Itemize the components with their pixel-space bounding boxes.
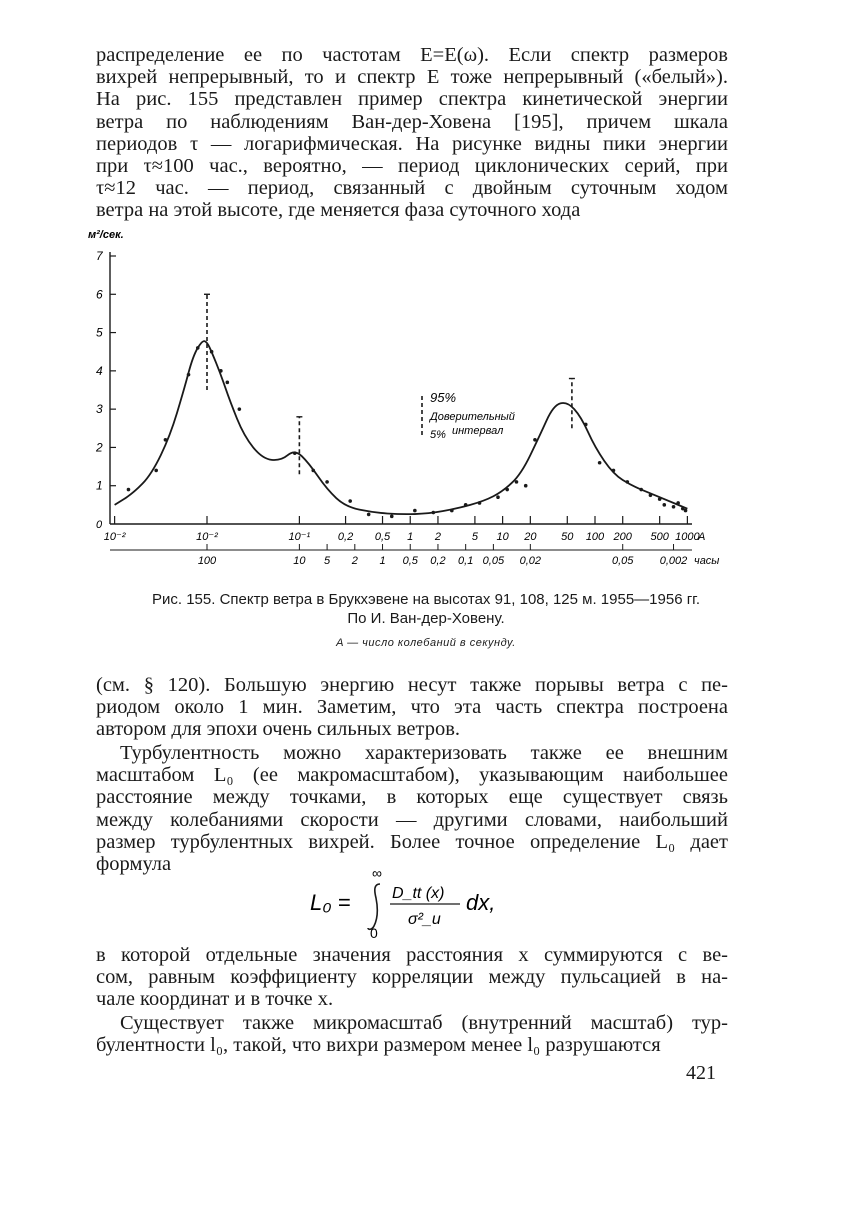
observation-point (598, 461, 602, 465)
observation-point (684, 509, 688, 513)
caption-line-1: Рис. 155. Спектр ветра в Брукхэвене на высотах 91, 108, 125 м. 1955—1956 гг. (151, 591, 700, 608)
x-bottom-tick-label: 2 (351, 555, 358, 567)
x-bottom-tick-label: 0,05 (612, 555, 634, 567)
x-top-tick-label: 10⁻² (196, 531, 218, 543)
observation-point (584, 423, 588, 427)
x-top-tick-label: 100 (585, 531, 605, 543)
observation-point (639, 488, 643, 492)
chart-axes (88, 229, 719, 567)
x-top-tick-label: 5 (471, 531, 478, 543)
top-paragraph-line: вихрей непрерывный, то и спектр E тоже непрерывный («белый»). (96, 66, 728, 89)
turbulence-paragraph-line: формула (96, 853, 172, 876)
x-top-tick-label: 10 (496, 531, 509, 543)
x-top-tick-label: 0,5 (374, 531, 391, 543)
y-tick-label: 6 (96, 287, 103, 302)
x-bottom-tick-label: 100 (197, 555, 217, 567)
observation-point (626, 480, 630, 484)
y-tick-label: 5 (96, 325, 103, 340)
x-top-tick-label: 20 (524, 531, 537, 543)
x-top-tick-label: 10⁻² (103, 531, 126, 543)
observation-point (533, 438, 537, 442)
y-tick-label-zero: 0 (96, 519, 103, 531)
top-paragraph-line: ветра на этой высоте, где меняется фаза суточного хода (96, 199, 581, 222)
wind-spectrum-chart (80, 226, 760, 580)
x-bottom-tick-label: 0,05 (482, 555, 505, 567)
y-tick-label: 2 (96, 440, 103, 455)
observation-point (662, 503, 666, 507)
observation-point (367, 513, 371, 517)
observation-point (226, 381, 230, 385)
top-paragraph-line: распределение ее по частотам E=E(ω). Если спектр размеров (96, 44, 728, 66)
formula-lhs: L₀ = (310, 890, 351, 915)
turbulence-paragraph-line: масштабом L₀ (ее макромасштабом), указывающим наибольшее (96, 764, 728, 787)
turbulence-paragraph (96, 742, 728, 875)
observation-point (478, 501, 482, 505)
x-bottom-tick-label: 0,5 (402, 555, 418, 567)
figure-caption (96, 590, 756, 653)
x-top-tick-label: 2 (434, 531, 442, 543)
x-top-tick-label: 200 (613, 531, 632, 543)
top-paragraph (96, 44, 728, 222)
observation-point (496, 495, 500, 499)
y-tick-label: 1 (96, 478, 103, 493)
macroscale-formula (310, 868, 530, 938)
x-bottom-tick-label: 0,002 (659, 555, 688, 567)
middle-paragraph-line: автором для эпохи очень сильных ветров. (96, 718, 460, 741)
observation-point (612, 469, 616, 473)
legend-confidence: Доверительный (430, 411, 515, 423)
x-bottom-tick-label: 0,1 (458, 555, 474, 567)
turbulence-paragraph-line: между колебаниями скорости — другими словами, наибольший (96, 808, 728, 831)
observation-point (293, 451, 297, 455)
x-top-tick-label: 10⁻¹ (288, 531, 311, 543)
integral-sign (368, 884, 380, 929)
top-paragraph-line: периодов τ — логарифмическая. На рисунке видны пики энергии (96, 132, 728, 155)
x-top-tick-label: 50 (561, 531, 574, 543)
x-bottom-axis-suffix: часы (694, 555, 720, 567)
observation-point (524, 484, 528, 488)
observation-point (649, 493, 653, 497)
x-bottom-tick-label: 5 (324, 555, 331, 567)
caption-line-2: По И. Ван-дер-Ховену. (347, 610, 505, 627)
last-paragraph-line: булентности l₀, такой, что вихри размером менее l₀ разрушаются (96, 1034, 661, 1057)
after-formula-paragraph (96, 944, 728, 1011)
observation-point (515, 480, 519, 484)
page-number: 421 (686, 1062, 716, 1084)
top-paragraph-line: На рис. 155 представлен пример спектра кинетической энергии (96, 88, 728, 111)
legend-95: 95% (430, 390, 457, 405)
after-formula-paragraph-line: сом, равным коэффициенту корреляции между пульсацией в на- (96, 966, 728, 989)
formula-denominator: σ²_u (408, 911, 441, 928)
y-axis-label: м²/сек. (88, 229, 124, 241)
formula-upper-limit: ∞ (372, 868, 382, 881)
formula-tail: dx, (466, 890, 496, 915)
observation-point (390, 515, 394, 519)
top-paragraph-line: при τ≈100 час., вероятно, — период циклонических серий, при (96, 155, 728, 178)
observation-point (658, 497, 662, 501)
observation-point (450, 509, 454, 513)
x-bottom-tick-label: 10 (293, 555, 306, 567)
y-tick-label: 7 (96, 249, 103, 263)
observation-point (196, 346, 200, 350)
chart-curve-group (115, 341, 688, 514)
observation-point (505, 488, 509, 492)
observation-point (348, 499, 352, 503)
turbulence-paragraph-line: размер турбулентных вихрей. Более точное определение L₀ дает (96, 830, 728, 853)
after-formula-paragraph-line: чале координат и в точке x. (96, 988, 334, 1011)
top-paragraph-line: ветра по наблюдениям Ван-дер-Ховена [195], причем шкала (96, 110, 728, 133)
observation-point (238, 407, 242, 411)
chart-error-bars-group (204, 294, 575, 474)
x-top-tick-label: 1 (407, 531, 414, 543)
turbulence-paragraph-line: Турбулентность можно характеризовать также ее внешним (120, 742, 728, 764)
x-bottom-tick-label: 0,2 (430, 555, 446, 567)
middle-paragraph-line: риодом около 1 мин. Заметим, что эта часть спектра построена (96, 696, 728, 719)
x-top-axis-suffix: A (698, 531, 706, 543)
x-top-tick-label: 0,2 (337, 531, 354, 543)
observation-point (210, 350, 214, 354)
observation-point (219, 369, 223, 373)
observation-point (464, 503, 468, 507)
observation-point (127, 488, 131, 492)
observation-point (325, 480, 329, 484)
observation-point (672, 505, 676, 509)
legend-interval: интервал (452, 425, 504, 437)
chart-points-group (127, 346, 688, 518)
x-top-tick-label: 500 (650, 531, 669, 543)
observation-point (164, 438, 168, 442)
legend-5: 5% (430, 429, 446, 441)
middle-paragraph (96, 674, 728, 741)
middle-paragraph-line: (см. § 120). Большую энергию несут также порывы ветра с пе- (96, 674, 728, 696)
turbulence-paragraph-line: расстояние между точками, в которых еще существует связь (96, 786, 728, 809)
observation-point (432, 511, 436, 515)
caption-legend: A — число колебаний в секунду. (336, 637, 516, 649)
y-tick-label: 4 (96, 363, 103, 378)
x-bottom-tick-label: 1 (379, 555, 386, 567)
top-paragraph-line: τ≈12 час. — период, связанный с двойным суточным ходом (96, 177, 728, 200)
observation-point (311, 469, 315, 473)
observation-point (154, 469, 158, 473)
spectrum-curve (115, 341, 688, 514)
observation-point (187, 373, 191, 377)
formula-numerator: D_tt (x) (392, 885, 445, 902)
last-paragraph-line: Существует также микромасштаб (внутренний масштаб) тур- (120, 1012, 728, 1034)
after-formula-paragraph-line: в которой отдельные значения расстояния x суммируются с ве- (96, 944, 728, 966)
observation-point (676, 501, 680, 505)
x-top-tick-label: 1000 (675, 531, 700, 543)
x-bottom-tick-label: 0,02 (519, 555, 542, 567)
chart-annotation-group (422, 390, 515, 441)
formula-lower-limit: 0 (370, 925, 378, 938)
observation-point (413, 509, 417, 513)
y-tick-label: 3 (96, 402, 103, 417)
last-paragraph (96, 1012, 728, 1056)
